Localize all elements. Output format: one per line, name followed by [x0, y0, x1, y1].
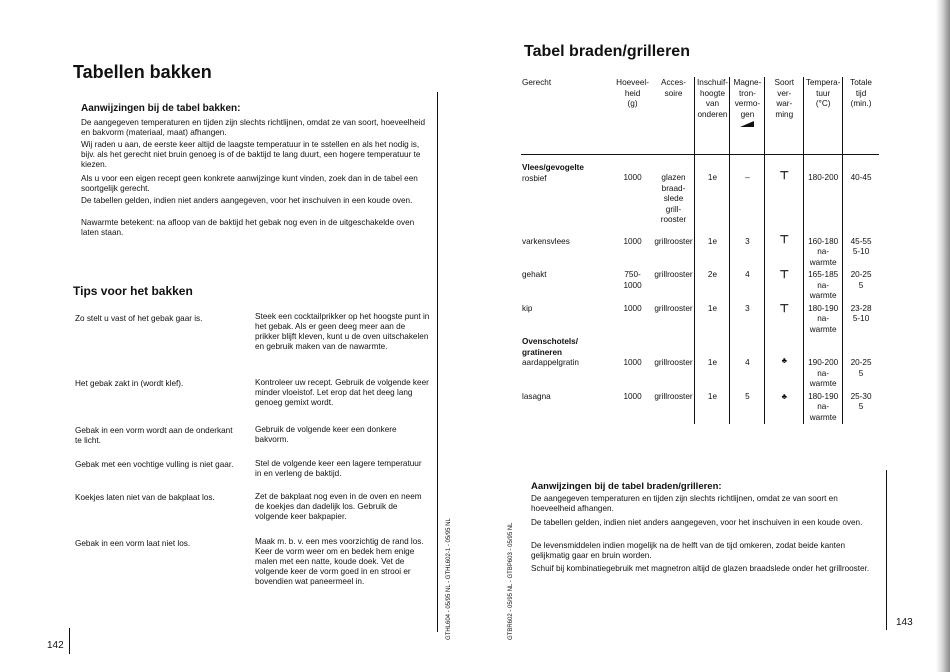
- table-cell: grillrooster: [654, 303, 693, 313]
- tip-problem: Zo stelt u vast of het gebak gaar is.: [75, 314, 203, 323]
- table-cell: 4: [730, 336, 765, 391]
- table-cell: 4: [730, 269, 765, 303]
- tip-solution: Maak m. b. v. een mes voorzichtig de rand los. Keer de vorm weer om en bedek hem enige malen met een natte, koude doek. Vet de volgende keer de vorm goed in en strooi er bovendien wat paneermeel in.: [255, 537, 424, 586]
- table-cell: –: [730, 155, 765, 227]
- table-cell: 1000: [623, 303, 642, 313]
- paragraph: De aangegeven temperaturen en tijden zijn slechts richtlijnen, omdat ze van soort en hoeveelheid afhangen.: [531, 494, 838, 513]
- table-cell: 1e: [695, 336, 730, 391]
- table-cell: 1e: [695, 155, 730, 227]
- table-cell: 45-55 5-10: [843, 227, 879, 270]
- table-cell: 160-180 na- warmte: [804, 227, 843, 270]
- table-cell: 2e: [695, 269, 730, 303]
- table-cell: [765, 391, 804, 425]
- col-header-dish: Gerecht: [521, 77, 613, 155]
- col-header-microwave-label: Magne- tron- vermo- gen: [733, 78, 762, 119]
- table-cell: 20-25 5: [843, 336, 879, 391]
- grill-icon: ⊤: [779, 302, 790, 315]
- grill-icon: ⊤: [779, 170, 790, 182]
- table-cell: 165-185 na- warmte: [804, 269, 843, 303]
- col-header-temperature: Tempera- tuur (°C): [804, 77, 843, 155]
- table-cell: 1e: [695, 391, 730, 425]
- col-header-quantity: Hoeveel- heid (g): [613, 77, 653, 155]
- page-edge-shadow: [936, 0, 950, 672]
- paragraph: Nawarmte betekent: na afloop van de baktijd het gebak nog even in de uitgeschakelde oven laten staan.: [81, 218, 415, 237]
- dish-name: varkensvlees: [522, 236, 570, 246]
- dish-name: aardappelgratin: [522, 358, 579, 367]
- table-row: [521, 227, 879, 270]
- roast-grill-table: [521, 77, 879, 424]
- table-cell: grillrooster: [654, 270, 693, 279]
- table-cell: 20-25 5: [843, 269, 879, 303]
- table-cell: grillrooster: [654, 358, 693, 367]
- tip-problem: Gebak in een vorm laat niet los.: [75, 539, 191, 548]
- table-cell: 750- 1000: [623, 270, 642, 290]
- page-number-left: 142: [47, 640, 64, 651]
- table-cell: glazen braad- slede grill- rooster: [660, 173, 687, 224]
- column-rule: [437, 92, 438, 632]
- paragraph: De levensmiddelen indien mogelijk na de helft van de tijd omkeren, zodat beide kanten gelijkmatig gaar en bruin worden.: [531, 541, 846, 560]
- table-cell: [765, 269, 804, 303]
- col-header-heating-type: Soort ver- war- ming: [765, 77, 804, 155]
- paragraph: Als u voor een eigen recept geen konkrete aanwijzinge kunt vinden, zoek dan in de tabel een soortgelijk gerecht.: [81, 174, 418, 193]
- paragraph: Wij raden u aan, de eerste keer altijd de laagste temperatuur in te sstellen en als het nodig is, bijv. als het gerecht niet bruin genoeg is of de baktijd te lang duurt, een hogere temperatuur te kiezen.: [81, 140, 421, 169]
- page-number-right: 143: [896, 617, 913, 628]
- margin-code-right: GTBR602 - 05/95 NL - GTBP603 - 05/95 NL: [508, 522, 514, 640]
- page-rule: [69, 628, 70, 654]
- tip-solution: Stel de volgende keer een lagere temperatuur in en verleng de baktijd.: [255, 459, 422, 478]
- tip-solution: Kontroleer uw recept. Gebruik de volgende keer minder vloeistof. Let erop dat het deeg lang genoeg gemixt wordt.: [255, 378, 429, 407]
- table-cell: [765, 336, 804, 391]
- table-cell: 1e: [695, 227, 730, 270]
- tip-problem: Het gebak zakt in (wordt klef).: [75, 379, 184, 388]
- table-cell: [765, 303, 804, 337]
- table-row: [521, 155, 879, 227]
- col-header-accessory: Acces- soire: [653, 77, 695, 155]
- table-cell: 1000: [623, 391, 642, 401]
- margin-code-left: GTHL604 - 05/95 NL - GTHL602-1 - 05/95 NL: [446, 518, 452, 640]
- table-cell: 190-200 na- warmte: [804, 336, 843, 391]
- tip-problem: Gebak in een vorm wordt aan de onderkant te licht.: [75, 426, 233, 445]
- dish-name: lasagna: [522, 391, 551, 401]
- paragraph: Schuif bij kombinatiegebruik met magnetron altijd de glazen braadslede onder het grillrooster.: [531, 564, 870, 573]
- section-heading-instructions: Aanwijzingen bij de tabel bakken:: [81, 103, 241, 114]
- dish-name: kip: [522, 303, 533, 313]
- table-cell: 5: [730, 391, 765, 425]
- dish-name: gehakt: [522, 270, 547, 279]
- paragraph: De tabellen gelden, indien niet anders aangegeven, voor het inschuiven in een koude oven.: [531, 518, 863, 527]
- paragraph: De tabellen gelden, indien niet anders aangegeven, voor het inschuiven in een koude oven.: [81, 196, 413, 205]
- table-cell: grillrooster: [654, 236, 693, 246]
- grill-icon: ⊤: [779, 269, 790, 281]
- table-cell: 25-30 5: [843, 391, 879, 425]
- table-cell: 1e: [695, 303, 730, 337]
- table-cell: [765, 155, 804, 227]
- tip-problem: Gebak met een vochtige vulling is niet gaar.: [75, 460, 234, 469]
- tip-solution: Steek een cocktailprikker op het hoogste punt in het gebak. Als er geen deeg meer aan de prikker blijft kleven, kunt u de oven uitschakelen en gebruik maken van de nawarmte.: [255, 312, 430, 351]
- table-cell: 1000: [623, 358, 642, 367]
- table-cell: 40-45: [843, 155, 879, 227]
- table-header-row: [521, 77, 879, 155]
- section-heading-notes: Aanwijzingen bij de tabel braden/grilleren:: [531, 481, 722, 492]
- tip-problem: Koekjes laten niet van de bakplaat los.: [75, 493, 215, 502]
- table-cell: [521, 155, 613, 227]
- table-cell: 1000: [623, 173, 642, 182]
- table-cell: [521, 336, 613, 391]
- table-cell: 180-190 na- warmte: [804, 391, 843, 425]
- table-row: [521, 269, 879, 303]
- group-heading: Vlees/gevogelte: [522, 163, 584, 172]
- page-title-right: Tabel braden/grilleren: [524, 43, 690, 60]
- table-cell: 3: [730, 303, 765, 337]
- table-cell: 180-190 na- warmte: [804, 303, 843, 337]
- tips-heading: Tips voor het bakken: [73, 284, 193, 298]
- col-header-microwave: [730, 77, 765, 155]
- table-cell: 23-28 5-10: [843, 303, 879, 337]
- top-bottom-heat-fan-icon: ♣: [781, 356, 787, 365]
- grill-icon: ⊤: [779, 233, 790, 246]
- paragraph: De aangegeven temperaturen en tijden zijn slechts richtlijnen, omdat ze van soort, hoeveelheid en bakvorm (materiaal, maat) afhangen.: [81, 118, 426, 137]
- table-row: [521, 391, 879, 425]
- table-cell: grillrooster: [654, 391, 693, 401]
- table-cell: 180-200: [804, 155, 843, 227]
- tip-solution: Zet de bakplaat nog even in de oven en neem de koekjes dan dadelijk los. Gebruik de volgende keer bakpapier.: [255, 492, 422, 521]
- table-cell: 1000: [623, 236, 642, 246]
- col-header-shelf: Inschuif- hoogte van onderen: [695, 77, 730, 155]
- dish-name: rosbief: [522, 173, 547, 183]
- group-heading: Ovenschotels/ gratineren: [522, 337, 578, 357]
- table-row: [521, 303, 879, 337]
- top-bottom-heat-fan-icon: ♣: [781, 391, 787, 401]
- table-cell: [765, 227, 804, 270]
- table-row: [521, 336, 879, 391]
- microwave-power-icon: [739, 120, 755, 128]
- tip-solution: Gebruik de volgende keer een donkere bakvorm.: [255, 425, 397, 444]
- page-title-left: Tabellen bakken: [73, 62, 212, 82]
- col-header-time: Totale tijd (min.): [843, 77, 879, 155]
- page-rule: [886, 470, 887, 630]
- table-cell: 3: [730, 227, 765, 270]
